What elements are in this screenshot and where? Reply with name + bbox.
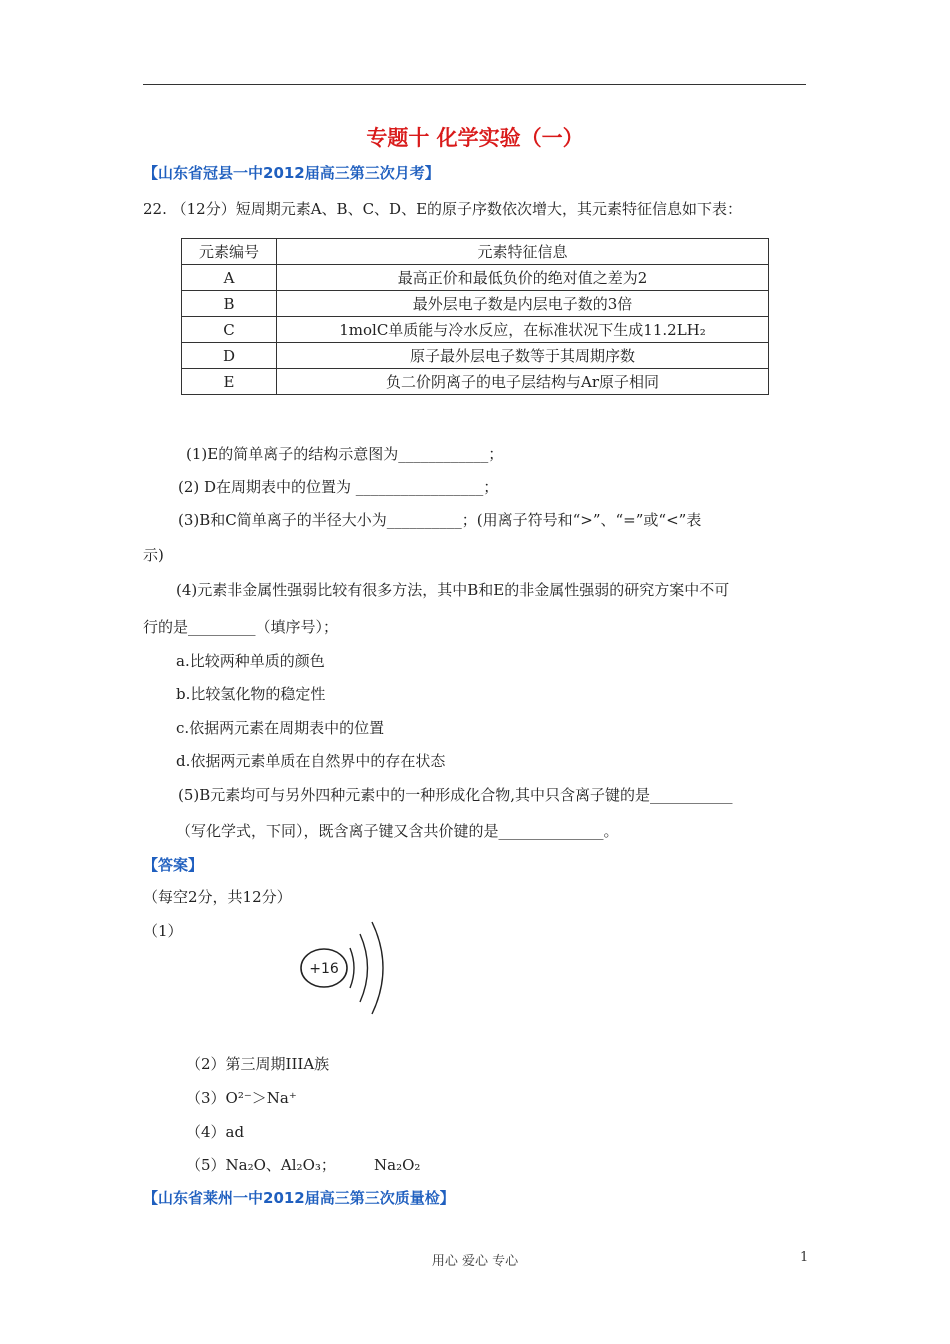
question-4-line-2: 行的是_________（填序号）； xyxy=(143,618,339,636)
source-heading-2: 【山东省莱州一中2012届高三第三次质量检】 xyxy=(143,1189,455,1207)
question-3-line-1: (3)B和C简单离子的半径大小为__________；(用离子符号和“>”、“=”或“<”表 xyxy=(178,511,702,529)
table-row xyxy=(182,265,769,291)
answer-4: （4）ad xyxy=(186,1123,245,1141)
option-c: c.依据两元素在周期表中的位置 xyxy=(176,719,385,737)
source-heading-1: 【山东省冠县一中2012届高三第三次月考】 xyxy=(143,164,440,182)
electron-shell-1 xyxy=(350,948,354,988)
question-3-line-2: 示) xyxy=(143,546,164,564)
table-cell: 最外层电子数是内层电子数的3倍 xyxy=(277,291,769,317)
ion-structure-diagram xyxy=(296,918,406,1018)
table-cell: E xyxy=(182,369,277,395)
table-header-cell: 元素编号 xyxy=(182,239,277,265)
table-cell: C xyxy=(182,317,277,343)
table-row xyxy=(182,369,769,395)
answer-label: 【答案】 xyxy=(143,856,204,874)
table-header-cell: 元素特征信息 xyxy=(277,239,769,265)
table-cell: D xyxy=(182,343,277,369)
table-cell: A xyxy=(182,265,277,291)
electron-shell-3 xyxy=(372,922,383,1014)
table-cell: 原子最外层电子数等于其周期序数 xyxy=(277,343,769,369)
table-cell: 最高正价和最低负价的绝对值之差为2 xyxy=(277,265,769,291)
question-5-line-2: （写化学式，下同），既含离子键又含共价键的是______________。 xyxy=(176,822,619,840)
answer-5: （5）Na₂O、Al₂O₃； Na₂O₂ xyxy=(186,1156,421,1174)
question-2: (2) D在周期表中的位置为 _________________； xyxy=(178,478,499,496)
page-number: 1 xyxy=(800,1250,809,1265)
page-title: 专题十 化学实验（一） xyxy=(366,126,584,150)
question-5-line-1: (5)B元素均可与另外四种元素中的一种形成化合物,其中只含离子键的是___________ xyxy=(178,786,733,804)
electron-shell-2 xyxy=(360,934,368,1002)
answer-score: （每空2分，共12分） xyxy=(143,888,292,906)
question-stem: 22. （12分）短周期元素A、B、C、D、E的原子序数依次增大，其元素特征信息如下表： xyxy=(143,200,743,218)
answer-1-label: （1） xyxy=(143,922,183,940)
answer-3: （3）O²⁻＞Na⁺ xyxy=(186,1089,297,1107)
table-row xyxy=(182,343,769,369)
option-b: b.比较氢化物的稳定性 xyxy=(176,685,326,703)
table-row xyxy=(182,291,769,317)
table-header-row xyxy=(182,239,769,265)
element-table xyxy=(181,238,769,395)
option-a: a.比较两种单质的颜色 xyxy=(176,652,325,670)
question-4-line-1: (4)元素非金属性强弱比较有很多方法，其中B和E的非金属性强弱的研究方案中不可 xyxy=(176,581,730,599)
option-d: d.依据两元素单质在自然界中的存在状态 xyxy=(176,752,446,770)
table-cell: 1molC单质能与冷水反应，在标准状况下生成11.2LH₂ xyxy=(277,317,769,343)
nucleus-charge: +16 xyxy=(309,961,339,977)
table-row xyxy=(182,317,769,343)
question-1: (1)E的简单离子的结构示意图为____________； xyxy=(186,445,504,463)
answer-2: （2）第三周期IIIA族 xyxy=(186,1055,330,1073)
table-cell: 负二价阴离子的电子层结构与Ar原子相同 xyxy=(277,369,769,395)
footer-motto: 用心 爱心 专心 xyxy=(431,1254,519,1269)
header-rule xyxy=(143,84,806,85)
table-cell: B xyxy=(182,291,277,317)
